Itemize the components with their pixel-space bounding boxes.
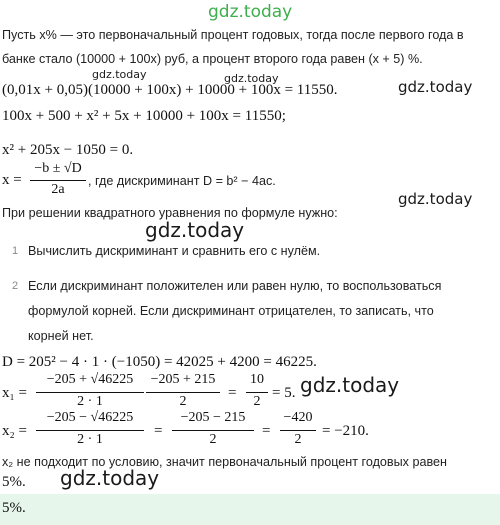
x1-result: = 5. — [272, 385, 296, 401]
step-number: 2 — [12, 280, 19, 292]
x1-frac2-bar — [146, 392, 220, 393]
conclusion-line-1: x₂ не подходит по условию, значит первоначальный процент годовых равен — [2, 455, 447, 469]
answer-value: 5%. — [2, 500, 26, 516]
x2-frac3-den: 2 — [294, 432, 302, 447]
equation-1: (0,01x + 0,05)(10000 + 100x) + 10000 + 100x = 11550. — [2, 82, 338, 98]
formula-lhs: x = — [2, 172, 22, 188]
formula-description: , где дискриминант D = b² − 4ac. — [88, 174, 276, 188]
x1-frac1-num: −205 + √46225 — [46, 372, 134, 387]
equation-2: 100x + 500 + x² + 5x + 10000 + 100x = 11550; — [2, 108, 286, 124]
discriminant-equation: D = 205² − 4 · 1 · (−1050) = 42025 + 4200 = 46225. — [2, 354, 317, 370]
x1-frac2-num: −205 + 215 — [150, 372, 216, 387]
x2-frac2-den: 2 — [209, 432, 217, 447]
x1-frac3-den: 2 — [253, 394, 261, 409]
answer-box — [0, 494, 500, 525]
watermark-small-2: gdz.today — [224, 72, 279, 85]
watermark-top: gdz.today — [208, 2, 293, 22]
watermark-5: gdz.today — [145, 218, 245, 242]
formula-denominator: 2a — [51, 182, 65, 197]
x2-equals-2: = — [262, 423, 271, 439]
x2-frac1-den: 2 · 1 — [77, 432, 103, 447]
formula-numerator: −b ± √D — [34, 161, 82, 176]
x2-frac2-bar — [172, 430, 254, 431]
step-line: корней нет. — [28, 329, 94, 343]
watermark-7: gdz.today — [60, 466, 160, 490]
x1-equals: = — [228, 385, 237, 401]
x2-lhs: x₂ = — [2, 423, 27, 439]
step-number: 1 — [12, 245, 19, 257]
x2-frac2-num: −205 − 215 — [180, 410, 246, 425]
x2-frac1-bar — [36, 430, 144, 431]
step-line: Если дискриминант положителен или равен нулю, то воспользоваться — [28, 279, 442, 293]
watermark-4: gdz.today — [398, 190, 473, 208]
intro-line-1: Пусть x% — это первоначальный процент годовых, тогда после первого года в — [2, 28, 464, 42]
x2-result: = −210. — [322, 423, 369, 439]
equation-3: x² + 205x − 1050 = 0. — [2, 142, 134, 158]
x2-frac1-num: −205 − √46225 — [46, 410, 134, 425]
watermark-small-1: gdz.today — [92, 68, 147, 81]
x2-frac3-bar — [280, 430, 316, 431]
x1-lhs: x₁ = — [2, 385, 27, 401]
step-line: формулой корней. Если дискриминант отрицателен, то записать, что — [28, 304, 434, 318]
intro-line-2: банке стало (10000 + 100x) руб, а процент второго года равен (x + 5) %. — [2, 52, 423, 66]
x1-frac3-bar — [246, 392, 268, 393]
formula-fraction-bar — [30, 180, 86, 181]
x2-equals-1: = — [154, 423, 163, 439]
watermark-6: gdz.today — [300, 373, 400, 397]
conclusion-line-2: 5%. — [2, 474, 26, 490]
x1-frac2-den: 2 — [179, 394, 187, 409]
step-line: Вычислить дискриминант и сравнить его с нулём. — [28, 244, 321, 258]
instruction-text: При решении квадратного уравнения по формуле нужно: — [2, 206, 338, 220]
x2-frac3-num: −420 — [283, 410, 313, 425]
x1-frac1-bar — [36, 392, 144, 393]
watermark-3: gdz.today — [398, 78, 473, 96]
x1-frac1-den: 2 · 1 — [77, 394, 103, 409]
x1-frac3-num: 10 — [250, 372, 264, 387]
